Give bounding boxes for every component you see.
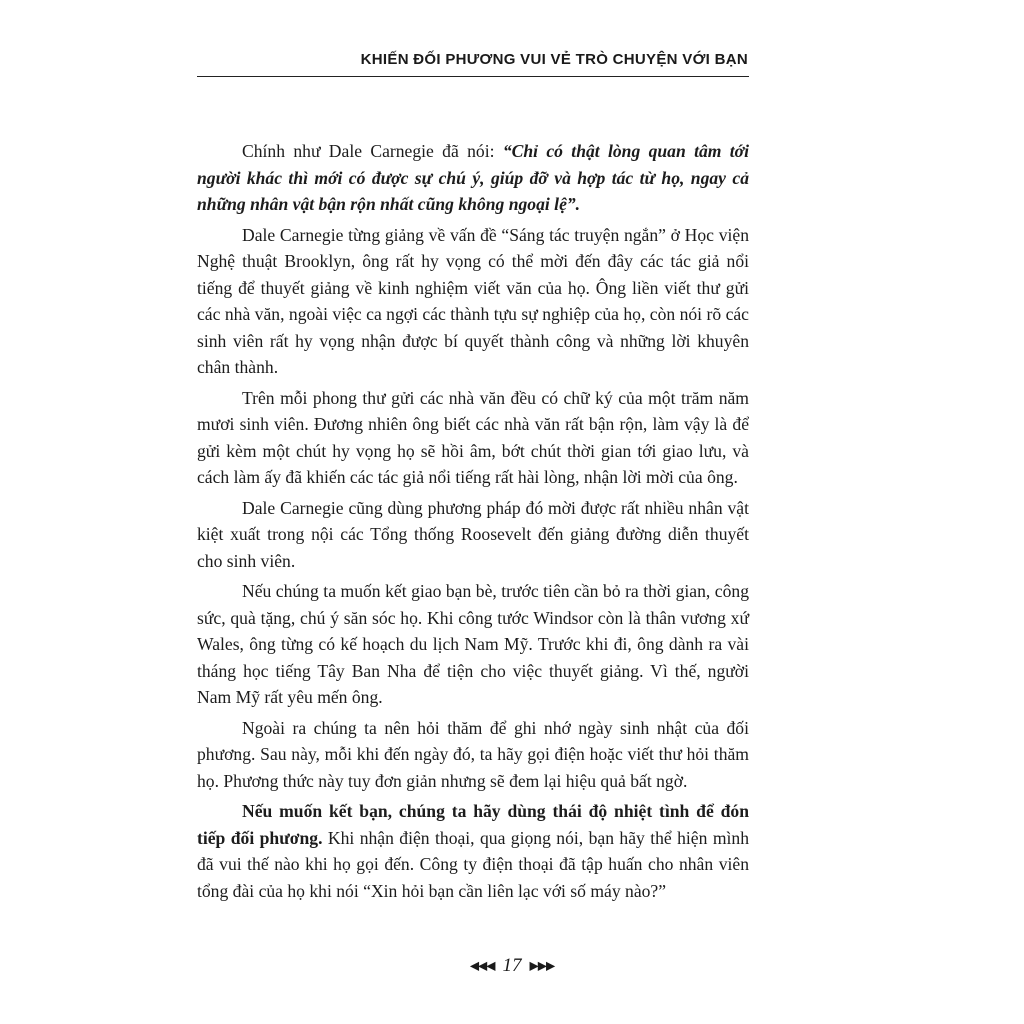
paragraph-6: Ngoài ra chúng ta nên hỏi thăm để ghi nhớ ngày sinh nhật của đối phương. Sau này, mỗi khi đến ngày đó, ta hãy gọi điện hoặc viết thư hỏi thăm họ. Phương thức này tuy đơn giản nhưng sẽ đem lại hiệu quả bất ngờ.: [197, 717, 749, 791]
paragraph-1-lead: Chính như Dale Carnegie đã nói:: [242, 141, 503, 161]
right-arrows-icon: ▶▶▶: [529, 958, 555, 973]
paragraph-7: [197, 798, 749, 904]
page-number: 17: [502, 955, 522, 976]
paragraph-7-bold-lead: Nếu muốn kết bạn, chúng ta hãy dùng thái độ nhiệt tình để đón tiếp đối phương.: [197, 801, 749, 848]
paragraph-3: Trên mỗi phong thư gửi các nhà văn đều có chữ ký của một trăm năm mươi sinh viên. Đương nhiên ông biết các nhà văn rất bận rộn, làm vậy là để gửi kèm một chút hy vọng họ sẽ hồi âm, bớt chút thời gian tới giao lưu, và cách làm ấy đã khiến các tác giả nổi tiếng rất hài lòng, nhận lời mời của ông.: [197, 387, 749, 487]
page-footer: [0, 955, 1024, 977]
paragraph-1: [197, 138, 749, 218]
running-head: KHIẾN ĐỐI PHƯƠNG VUI VẺ TRÒ CHUYỆN VỚI BẠN: [360, 51, 748, 68]
paragraph-2: Dale Carnegie từng giảng về vấn đề “Sáng tác truyện ngắn” ở Học viện Nghệ thuật Brooklyn, ông rất hy vọng có thể mời đến đây các tác giả nổi tiếng để thuyết giảng về kinh nghiệm viết văn của họ. Ông liền viết thư gửi các nhà văn, ngoài việc ca ngợi các thành tựu sự nghiệp của họ, còn nói rõ các sinh viên rất hy vọng nhận được bí quyết thành công và những lời khuyên chân thành.: [197, 224, 749, 377]
paragraph-7-rest: Khi nhận điện thoại, qua giọng nói, bạn hãy thể hiện mình đã vui thế nào khi họ gọi đến. Công ty điện thoại đã tập huấn cho nhân viên tổng đài của họ khi nói “Xin hỏi bạn cần liên lạc với số máy nào?”: [197, 827, 749, 901]
paragraph-5: Nếu chúng ta muốn kết giao bạn bè, trước tiên cần bỏ ra thời gian, công sức, quà tặng, chú ý săn sóc họ. Khi công tước Windsor còn là thân vương xứ Wales, ông từng có kế hoạch du lịch Nam Mỹ. Trước khi đi, ông dành ra vài tháng học tiếng Tây Ban Nha để tiện cho việc thuyết giảng. Vì thế, người Nam Mỹ rất yêu mến ông.: [197, 581, 749, 707]
body-text: [197, 138, 749, 908]
carnegie-quote: “Chỉ có thật lòng quan tâm tới người khác thì mới có được sự chú ý, giúp đỡ và hợp tác từ họ, ngay cả những nhân vật bận rộn nhất cũng không ngoại lệ”.: [197, 141, 749, 214]
header-rule: [197, 76, 749, 77]
left-arrows-icon: ◀◀◀: [469, 958, 495, 973]
paragraph-4: Dale Carnegie cũng dùng phương pháp đó mời được rất nhiều nhân vật kiệt xuất trong nội các Tổng thống Roosevelt đến giảng đường diễn thuyết cho sinh viên.: [197, 497, 749, 571]
